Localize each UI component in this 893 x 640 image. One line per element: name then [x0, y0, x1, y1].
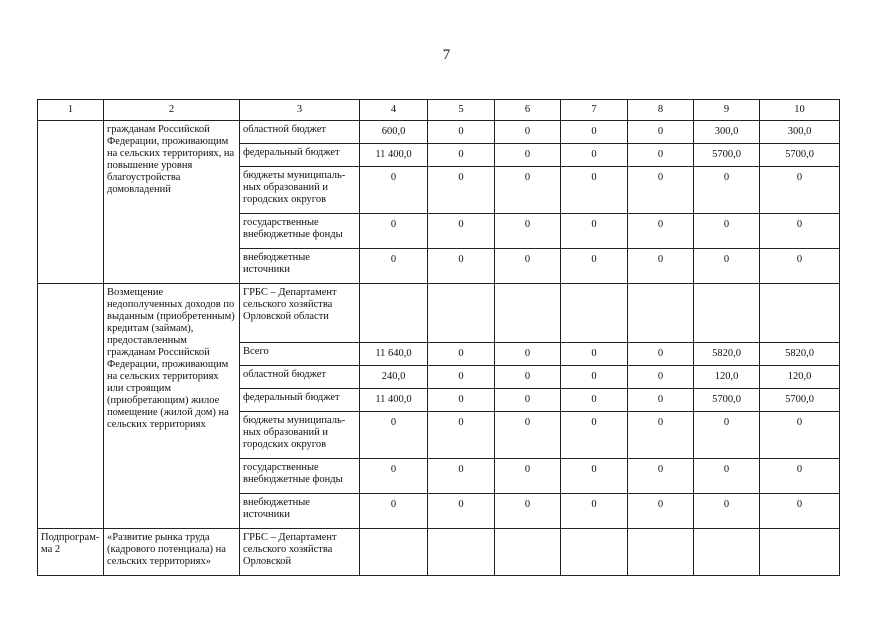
amount-cell: 0 [428, 459, 495, 494]
amount-cell: 0 [628, 494, 694, 529]
header-row [38, 100, 840, 121]
amount-cell: 0 [561, 459, 628, 494]
amount-cell: 0 [628, 249, 694, 284]
amount-cell: 0 [628, 144, 694, 167]
amount-cell: 0 [628, 167, 694, 214]
funding-source-cell: ГРБС – Департамент сельского хозяйства Орловской области [240, 284, 360, 343]
measure-name-cell: Возмещение недополученных доходов по выданным (приобретенным) кредитам (займам), предоставленным гражданам Российской Федерации, проживающим на сельских территориях или строящим (приобретающим) жилое помещение (жилой дом) на сельских территориях [104, 284, 240, 529]
budget-table [37, 99, 840, 576]
amount-cell: 5700,0 [694, 144, 760, 167]
amount-cell: 0 [760, 249, 840, 284]
amount-cell: 0 [561, 249, 628, 284]
amount-cell: 0 [428, 494, 495, 529]
funding-source-cell: внебюджетные источники [240, 494, 360, 529]
amount-cell [495, 529, 561, 576]
amount-cell: 120,0 [760, 366, 840, 389]
amount-cell [760, 529, 840, 576]
funding-source-cell: внебюджетные источники [240, 249, 360, 284]
page-number: 7 [442, 47, 451, 63]
funding-source-cell: федеральный бюджет [240, 144, 360, 167]
amount-cell: 0 [495, 412, 561, 459]
amount-cell: 0 [428, 389, 495, 412]
amount-cell: 5820,0 [694, 343, 760, 366]
amount-cell [561, 284, 628, 343]
funding-source-cell: Всего [240, 343, 360, 366]
header-cell: 6 [495, 100, 561, 121]
amount-cell [694, 284, 760, 343]
amount-cell: 0 [561, 144, 628, 167]
amount-cell [628, 529, 694, 576]
amount-cell: 0 [628, 343, 694, 366]
amount-cell: 0 [428, 121, 495, 144]
table-body [38, 121, 840, 576]
amount-cell: 0 [694, 214, 760, 249]
amount-cell: 120,0 [694, 366, 760, 389]
amount-cell: 0 [428, 249, 495, 284]
amount-cell: 5820,0 [760, 343, 840, 366]
amount-cell: 0 [561, 389, 628, 412]
amount-cell: 0 [360, 459, 428, 494]
header-cell: 5 [428, 100, 495, 121]
amount-cell [360, 284, 428, 343]
amount-cell: 11 400,0 [360, 144, 428, 167]
measure-name-cell: гражданам Российской Федерации, проживающим на сельских территориях, на повышение уровня благоустройства домовладений [104, 121, 240, 284]
amount-cell: 0 [428, 366, 495, 389]
amount-cell: 0 [694, 459, 760, 494]
amount-cell: 0 [760, 214, 840, 249]
amount-cell: 240,0 [360, 366, 428, 389]
amount-cell: 0 [428, 144, 495, 167]
amount-cell: 0 [360, 167, 428, 214]
amount-cell: 0 [495, 343, 561, 366]
amount-cell [561, 529, 628, 576]
amount-cell: 0 [628, 366, 694, 389]
amount-cell: 0 [495, 389, 561, 412]
amount-cell: 0 [495, 121, 561, 144]
amount-cell: 5700,0 [760, 144, 840, 167]
amount-cell: 11 640,0 [360, 343, 428, 366]
amount-cell: 0 [561, 343, 628, 366]
header-cell: 4 [360, 100, 428, 121]
amount-cell: 0 [428, 412, 495, 459]
funding-source-cell: государственные внебюджетные фонды [240, 459, 360, 494]
amount-cell [694, 529, 760, 576]
amount-cell: 0 [360, 412, 428, 459]
table-row [38, 529, 840, 576]
table-row [38, 284, 840, 343]
amount-cell: 0 [628, 389, 694, 412]
funding-source-cell: областной бюджет [240, 121, 360, 144]
amount-cell: 0 [760, 494, 840, 529]
amount-cell: 0 [360, 249, 428, 284]
amount-cell: 300,0 [694, 121, 760, 144]
amount-cell: 5700,0 [694, 389, 760, 412]
amount-cell: 0 [495, 214, 561, 249]
amount-cell: 0 [628, 459, 694, 494]
amount-cell [360, 529, 428, 576]
amount-cell: 0 [628, 214, 694, 249]
amount-cell: 0 [694, 412, 760, 459]
funding-source-cell: областной бюджет [240, 366, 360, 389]
amount-cell: 0 [360, 214, 428, 249]
header-cell: 1 [38, 100, 104, 121]
program-code-cell [38, 284, 104, 529]
amount-cell [760, 284, 840, 343]
header-cell: 10 [760, 100, 840, 121]
header-cell: 7 [561, 100, 628, 121]
header-cell: 3 [240, 100, 360, 121]
amount-cell: 0 [760, 167, 840, 214]
amount-cell: 0 [428, 214, 495, 249]
amount-cell: 0 [628, 121, 694, 144]
amount-cell: 0 [760, 412, 840, 459]
funding-source-cell: бюджеты муниципаль-ных образований и городских округов [240, 412, 360, 459]
funding-source-cell: ГРБС – Департамент сельского хозяйства Орловской [240, 529, 360, 576]
amount-cell: 0 [561, 214, 628, 249]
header-cell: 8 [628, 100, 694, 121]
amount-cell [628, 284, 694, 343]
amount-cell: 0 [561, 366, 628, 389]
program-code-cell [38, 121, 104, 284]
amount-cell: 0 [495, 366, 561, 389]
amount-cell: 0 [495, 144, 561, 167]
amount-cell: 0 [561, 494, 628, 529]
amount-cell: 0 [495, 459, 561, 494]
amount-cell: 0 [360, 494, 428, 529]
amount-cell: 0 [694, 167, 760, 214]
amount-cell: 0 [428, 343, 495, 366]
amount-cell: 0 [495, 249, 561, 284]
amount-cell: 600,0 [360, 121, 428, 144]
amount-cell: 0 [694, 494, 760, 529]
amount-cell: 0 [760, 459, 840, 494]
amount-cell: 0 [628, 412, 694, 459]
funding-source-cell: государственные внебюджетные фонды [240, 214, 360, 249]
program-code-cell: Подпрограм-ма 2 [38, 529, 104, 576]
table-row [38, 121, 840, 144]
amount-cell: 0 [561, 412, 628, 459]
measure-name-cell: «Развитие рынка труда (кадрового потенциала) на сельских территориях» [104, 529, 240, 576]
header-cell: 2 [104, 100, 240, 121]
amount-cell: 0 [694, 249, 760, 284]
amount-cell: 0 [495, 167, 561, 214]
amount-cell: 0 [561, 167, 628, 214]
amount-cell: 0 [495, 494, 561, 529]
header-cell: 9 [694, 100, 760, 121]
amount-cell: 0 [428, 167, 495, 214]
funding-source-cell: бюджеты муниципаль-ных образований и городских округов [240, 167, 360, 214]
amount-cell: 300,0 [760, 121, 840, 144]
amount-cell: 0 [561, 121, 628, 144]
amount-cell: 5700,0 [760, 389, 840, 412]
funding-source-cell: федеральный бюджет [240, 389, 360, 412]
amount-cell [428, 284, 495, 343]
amount-cell: 11 400,0 [360, 389, 428, 412]
amount-cell [495, 284, 561, 343]
amount-cell [428, 529, 495, 576]
